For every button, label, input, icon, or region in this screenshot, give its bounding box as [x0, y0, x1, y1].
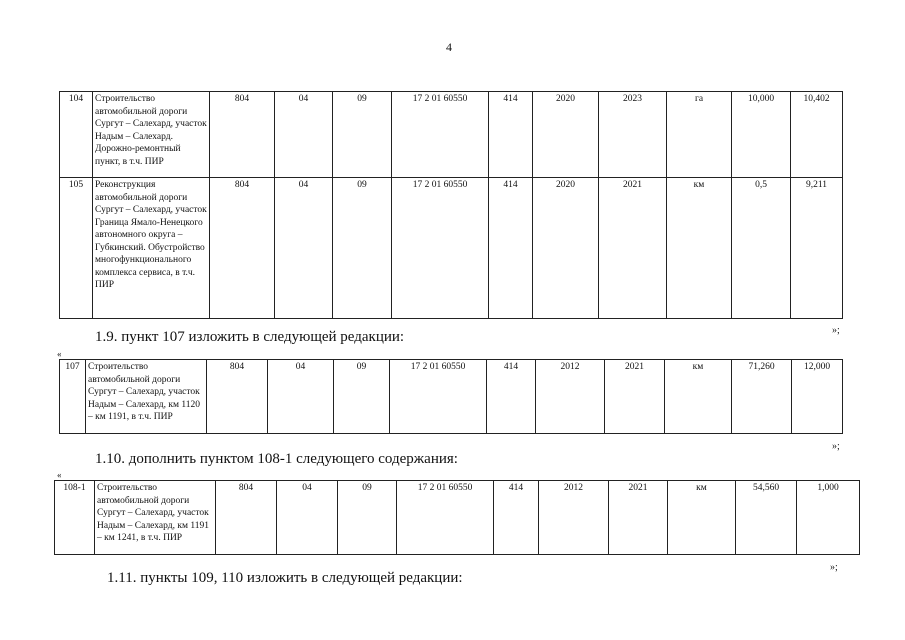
cell-expense-type: 414	[489, 92, 533, 178]
cell-start-year: 2012	[536, 360, 605, 434]
cell-end-year: 2023	[599, 92, 667, 178]
cell-unit: км	[668, 481, 736, 555]
cell-subsection: 09	[338, 481, 397, 555]
closing-quote: »;	[830, 562, 838, 573]
table-items-104-105	[59, 91, 843, 319]
cell-end-year: 2021	[599, 178, 667, 319]
section-heading-1-11: 1.11. пункты 109, 110 изложить в следующей редакции:	[107, 570, 463, 586]
section-heading-1-10: 1.10. дополнить пунктом 108-1 следующего содержания:	[95, 451, 458, 467]
row-number: 105	[60, 178, 93, 319]
cell-capacity: 71,260	[732, 360, 792, 434]
closing-quote: »;	[832, 441, 840, 452]
opening-quote: «	[57, 349, 62, 359]
cell-amount: 1,000	[797, 481, 860, 555]
cell-target-code: 17 2 01 60550	[392, 178, 489, 319]
cell-section: 04	[275, 178, 333, 319]
cell-start-year: 2020	[533, 178, 599, 319]
cell-target-code: 17 2 01 60550	[397, 481, 494, 555]
cell-capacity: 10,000	[732, 92, 791, 178]
cell-subsection: 09	[334, 360, 390, 434]
cell-expense-type: 414	[489, 178, 533, 319]
cell-capacity: 0,5	[732, 178, 791, 319]
cell-amount: 9,211	[791, 178, 843, 319]
cell-section: 04	[275, 92, 333, 178]
cell-amount: 10,402	[791, 92, 843, 178]
row-number: 108-1	[55, 481, 95, 555]
cell-ministry-code: 804	[210, 178, 275, 319]
row-number: 107	[60, 360, 86, 434]
cell-section: 04	[268, 360, 334, 434]
cell-start-year: 2012	[539, 481, 609, 555]
table-row	[60, 92, 843, 178]
cell-ministry-code: 804	[207, 360, 268, 434]
table-row	[60, 178, 843, 319]
opening-quote: «	[57, 470, 62, 480]
cell-expense-type: 414	[494, 481, 539, 555]
row-number: 104	[60, 92, 93, 178]
cell-expense-type: 414	[487, 360, 536, 434]
section-heading-1-9: 1.9. пункт 107 изложить в следующей редакции:	[95, 329, 405, 345]
cell-end-year: 2021	[609, 481, 668, 555]
cell-target-code: 17 2 01 60550	[392, 92, 489, 178]
closing-quote: »;	[832, 325, 840, 336]
page-number: 4	[446, 40, 452, 54]
cell-unit: га	[667, 92, 732, 178]
table-row	[60, 360, 843, 434]
row-name: Строительство автомобильной дороги Сургут – Салехард, участок Надым – Салехард, км 1120 – км 1191, в т.ч. ПИР	[86, 360, 207, 434]
table-row	[55, 481, 860, 555]
row-name: Строительство автомобильной дороги Сургут – Салехард, участок Надым – Салехард. Дорожно-ремонтный пункт, в т.ч. ПИР	[93, 92, 210, 178]
cell-section: 04	[277, 481, 338, 555]
cell-target-code: 17 2 01 60550	[390, 360, 487, 434]
row-name: Реконструкция автомобильной дороги Сургут – Салехард, участок Граница Ямало-Ненецкого автономного округа – Губкинский. Обустройство многофункционального комплекса сервиса, в т.ч. ПИР	[93, 178, 210, 319]
cell-start-year: 2020	[533, 92, 599, 178]
cell-ministry-code: 804	[216, 481, 277, 555]
cell-unit: км	[667, 178, 732, 319]
table-item-107	[59, 359, 843, 434]
cell-amount: 12,000	[792, 360, 843, 434]
cell-subsection: 09	[333, 92, 392, 178]
cell-ministry-code: 804	[210, 92, 275, 178]
table-item-108-1	[54, 480, 860, 555]
row-name: Строительство автомобильной дороги Сургут – Салехард, участок Надым – Салехард, км 1191 – км 1241, в т.ч. ПИР	[95, 481, 216, 555]
cell-subsection: 09	[333, 178, 392, 319]
cell-end-year: 2021	[605, 360, 665, 434]
cell-capacity: 54,560	[736, 481, 797, 555]
cell-unit: км	[665, 360, 732, 434]
